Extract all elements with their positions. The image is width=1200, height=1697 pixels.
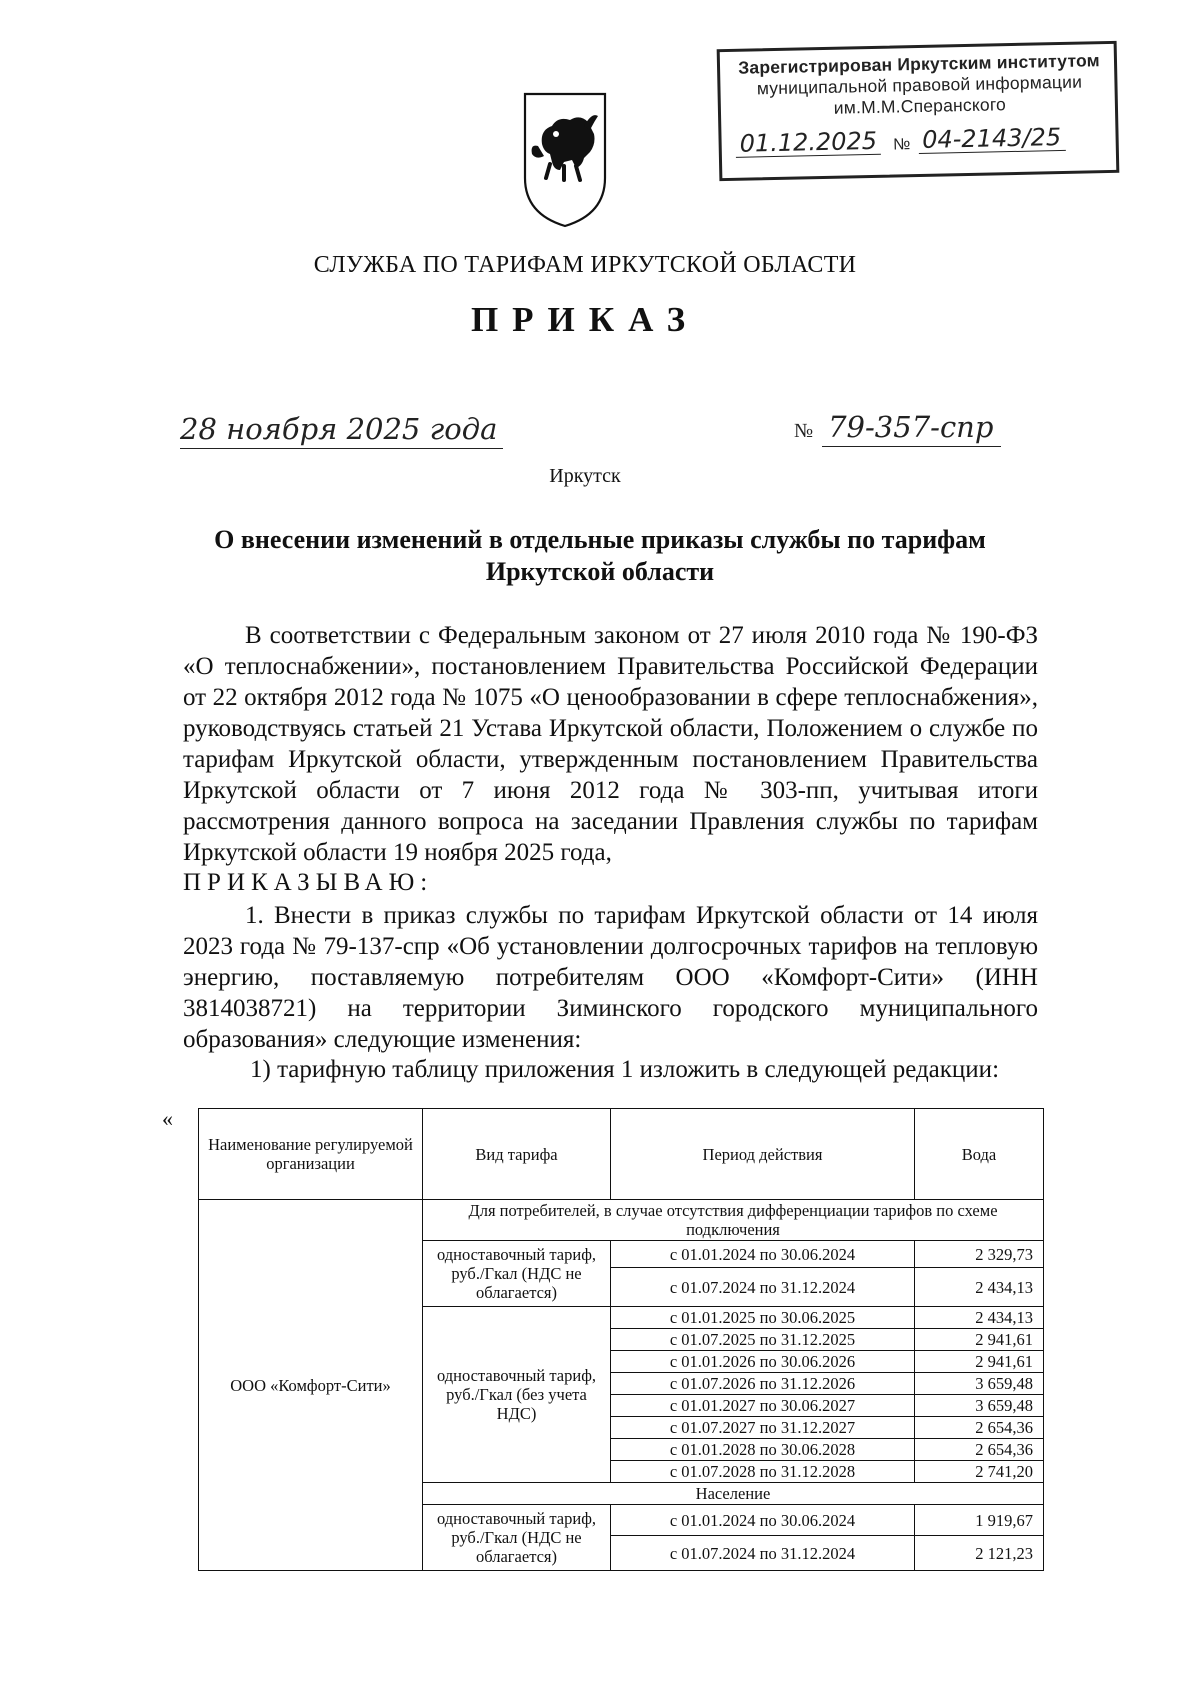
tariff-type-cell: одноставочный тариф, руб./Гкал (без учета НДС) [423, 1307, 611, 1483]
stamp-line-3: им.М.М.Сперанского [833, 94, 1007, 118]
period-cell: с 01.07.2024 по 31.12.2024 [611, 1268, 915, 1307]
period-cell: с 01.01.2024 по 30.06.2024 [611, 1241, 915, 1268]
header-organization: Наименование регулируемой организации [199, 1109, 423, 1200]
order-directive: ПРИКАЗЫВАЮ: [183, 869, 434, 896]
order-title: ПРИКАЗ [470, 300, 700, 339]
group-heading-consumers: Для потребителей, в случае отсутствия дифференциации тарифов по схеме подключения [423, 1200, 1044, 1241]
value-cell: 2 121,23 [915, 1536, 1044, 1571]
period-cell: с 01.07.2027 по 31.12.2027 [611, 1417, 915, 1439]
table-header-row [199, 1109, 1044, 1200]
stamp-number-label: № [892, 136, 911, 154]
tariff-type-cell: одноставочный тариф, руб./Гкал (НДС не облагается) [423, 1505, 611, 1571]
group-heading-population: Население [423, 1483, 1044, 1505]
order-number-block [794, 410, 1001, 444]
header-water: Вода [915, 1109, 1044, 1200]
value-cell: 2 654,36 [915, 1417, 1044, 1439]
preamble-paragraph: В соответствии с Федеральным законом от 27 июля 2010 года № 190-ФЗ «О теплоснабжении», постановлением Правительства Российской Федерации от 22 октября 2012 года № 1075 «О ценообразовании в сфере теплоснабжения», руководствуясь статьей 21 Устава Иркутской области, Положением о службе по тарифам Иркутской области, утвержденным постановлением Правительства Иркутской области от 7 июня 2012 года № 303-пп, учитывая итоги рассмотрения данного вопроса на заседании Правления службы по тарифам Иркутской области 19 ноября 2025 года, [183, 622, 1038, 866]
value-cell: 3 659,48 [915, 1395, 1044, 1417]
value-cell: 2 654,36 [915, 1439, 1044, 1461]
period-cell: с 01.07.2025 по 31.12.2025 [611, 1329, 915, 1351]
value-cell: 3 659,48 [915, 1373, 1044, 1395]
period-cell: с 01.01.2024 по 30.06.2024 [611, 1505, 915, 1536]
table-open-quote: « [162, 1106, 173, 1131]
value-cell: 2 741,20 [915, 1461, 1044, 1483]
tariff-table [198, 1108, 1044, 1571]
agency-name: СЛУЖБА ПО ТАРИФАМ ИРКУТСКОЙ ОБЛАСТИ [313, 252, 857, 278]
period-cell: с 01.07.2026 по 31.12.2026 [611, 1373, 915, 1395]
value-cell: 2 941,61 [915, 1351, 1044, 1373]
subitem-1-paragraph: 1) тарифную таблицу приложения 1 изложить в следующей редакции: [250, 1056, 1000, 1083]
value-cell: 1 919,67 [915, 1505, 1044, 1536]
irkutsk-coat-of-arms-icon [520, 86, 610, 231]
period-cell: с 01.01.2027 по 30.06.2027 [611, 1395, 915, 1417]
period-cell: с 01.07.2028 по 31.12.2028 [611, 1461, 915, 1483]
period-cell: с 01.01.2028 по 30.06.2028 [611, 1439, 915, 1461]
value-cell: 2 434,13 [915, 1307, 1044, 1329]
order-number: 79-357-спр [822, 410, 1001, 447]
stamp-registration-number: 04-2143/25 [918, 124, 1065, 154]
registration-stamp [717, 41, 1120, 181]
stamp-line-1: Зарегистрирован Иркутским институтом [738, 50, 1101, 78]
stamp-registration-date: 01.12.2025 [735, 128, 881, 158]
city: Иркутск [549, 465, 621, 487]
tariff-type-cell: одноставочный тариф, руб./Гкал (НДС не облагается) [423, 1241, 611, 1307]
order-number-label: № [794, 420, 814, 442]
header-tariff-type: Вид тарифа [423, 1109, 611, 1200]
period-cell: с 01.01.2025 по 30.06.2025 [611, 1307, 915, 1329]
order-date: 28 ноября 2025 года [180, 412, 503, 449]
order-subject: О внесении изменений в отдельные приказы службы по тарифам Иркутской области [214, 525, 986, 586]
period-cell: с 01.07.2024 по 31.12.2024 [611, 1536, 915, 1571]
value-cell: 2 329,73 [915, 1241, 1044, 1268]
stamp-line-2: муниципальной правовой информации [756, 71, 1083, 99]
period-cell: с 01.01.2026 по 30.06.2026 [611, 1351, 915, 1373]
header-period: Период действия [611, 1109, 915, 1200]
value-cell: 2 941,61 [915, 1329, 1044, 1351]
value-cell: 2 434,13 [915, 1268, 1044, 1307]
item-1-paragraph: 1. Внести в приказ службы по тарифам Иркутской области от 14 июля 2023 года № 79-137-спр «Об установлении долгосрочных тарифов на тепловую энергию, поставляемую потребителям ООО «Комфорт-Сити» (ИНН 3814038721) на территории Зиминского городского муниципального образования» следующие изменения: [183, 902, 1038, 1053]
organization-cell: ООО «Комфорт-Сити» [199, 1200, 423, 1571]
